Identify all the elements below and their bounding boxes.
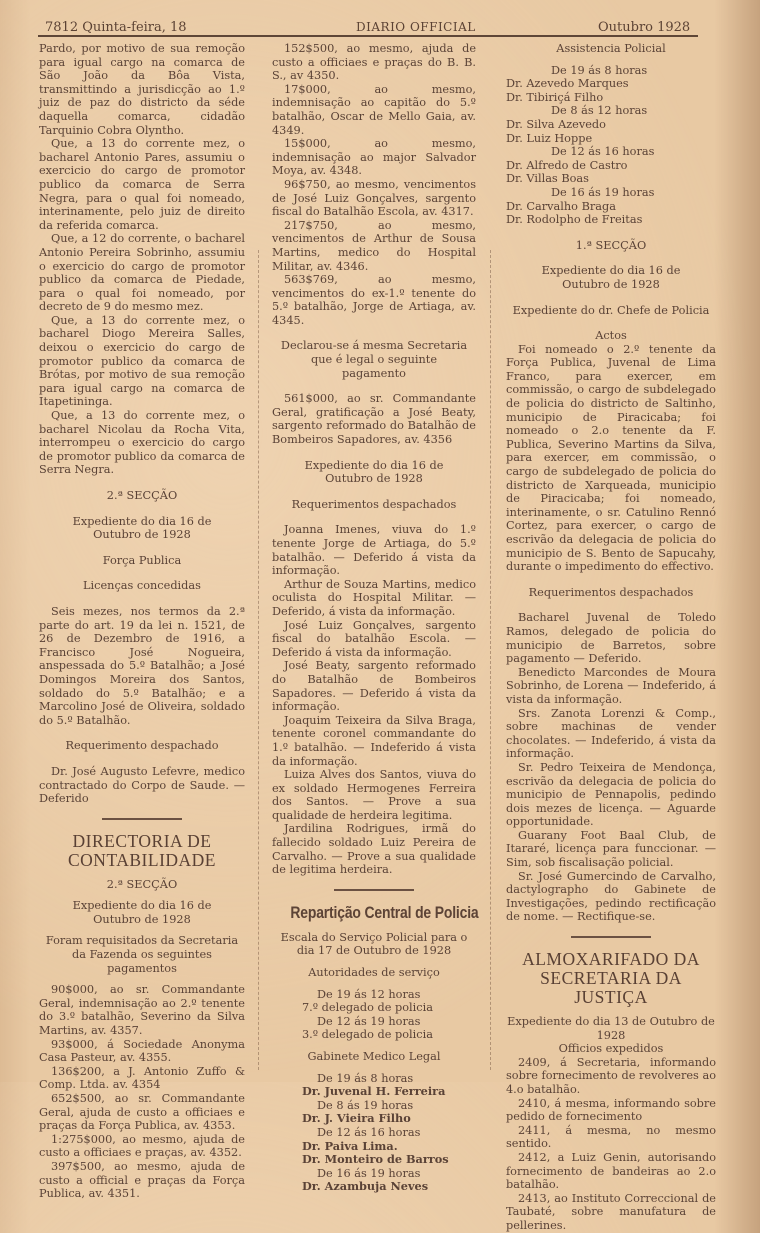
schedule-name: Dr. Silva Azevedo <box>506 117 606 131</box>
section-heading: 1.ª SECÇÃO <box>575 238 647 252</box>
request-item: Srs. Zanota Lorenzi & Comp., sobre machinas de vender chocolates. — Indeferido, á vista da informação. <box>506 706 716 761</box>
schedule-time: De 16 ás 19 horas <box>551 185 655 199</box>
schedule-name: Dr. Azambuja Neves <box>302 1179 429 1194</box>
request-item: Luiza Alves dos Santos, viuva do ex soldado Hermogenes Ferreira dos Santos. — Prove a sua qualidade de herdeira legitima. <box>272 768 476 822</box>
official-letter-item: 2413, ao Instituto Correccional de Taubaté, sobre manufatura de pellerines. <box>506 1191 716 1232</box>
payment-item: 136$200, a J. Antonio Zuffo & Comp. Ltda. av. 4354 <box>39 1064 245 1092</box>
payment-item: 652$500, ao sr. Commandante Geral, ajuda de custo a officiaes e praças da Força Publica, av. 4353. <box>39 1092 245 1133</box>
expediente-heading: Expediente do dia 16 de Outubro de 1928 <box>304 458 444 486</box>
payment-item: 1:275$000, ao mesmo, ajuda de custo a officiaes e praças, av. 4352. <box>39 1132 245 1160</box>
payment-item: 561$000, ao sr. Commandante Geral, gratificação a José Beaty, sargento reformado do Batalhão de Bombeiros Sapadores, av. 4356 <box>272 392 476 447</box>
schedule-name: Dr. Tibiriçá Filho <box>506 90 604 104</box>
department-title: Repartição Central de Policia <box>290 902 479 922</box>
department-title: ALMOXARIFADO DA SECRETARIA DA JUSTIÇA <box>522 949 700 1008</box>
expediente-heading: Expediente do dia 16 de Outubro de 1928 <box>72 899 212 926</box>
schedule-name: Dr. Monteiro de Barros <box>302 1152 449 1167</box>
official-letter-item: 2411, á mesma, no mesmo sentido. <box>506 1123 716 1151</box>
subsection-heading: Actos <box>595 329 627 343</box>
schedule-name: Dr. Carvalho Braga <box>506 199 616 213</box>
official-letter-item: 2410, á mesma, informando sobre pedido de fornecimento <box>506 1096 716 1124</box>
article-paragraph: Que, a 13 do corrente mez, o bacharel Diogo Mereira Salles, deixou o exercicio do cargo de promotor publico da comarca de Brótas, por motivo de sua remoção para igual cargo na comarca de Itapetininga. <box>39 313 245 409</box>
payment-item: 93$000, á Sociedade Anonyma Casa Pasteur, av. 4355. <box>39 1037 245 1065</box>
authorities-schedule <box>272 988 476 1042</box>
masthead <box>38 18 698 36</box>
request-item: Joanna Imenes, viuva do 1.º tenente Jorge de Artiaga, do 5.º batalhão. — Deferido á vista da informação. <box>272 523 476 578</box>
expediente-heading: Expediente do dia 16 de Outubro de 1928 <box>72 514 212 542</box>
section-heading: 2.ª SECÇÃO <box>106 489 178 502</box>
column-2 <box>272 42 479 1194</box>
expediente-heading: Expediente do dia 13 de Outubro de 1928 <box>507 1015 715 1042</box>
subsection-heading: Gabinete Medico Legal <box>307 1050 441 1063</box>
article-paragraph: Que, a 12 do corrente, o bacharel Antonio Pereira Sobrinho, assumiu o exercicio do cargo de promotor publico da comarca de Piedade, para o qual foi nomeado, por decreto de 9 do mesmo mez. <box>39 232 245 314</box>
request-item: Arthur de Souza Martins, medico oculista do Hospital Militar. — Deferido, á vista da informação. <box>272 577 476 618</box>
subsection-heading: Officios expedidos <box>558 1042 664 1056</box>
request-item: Guarany Foot Baal Club, de Itararé, licença para funccionar. — Sim, sob fiscalisação policial. <box>506 828 716 870</box>
schedule-time: De 8 ás 12 horas <box>551 104 648 118</box>
newspaper-title: DIARIO OFFICIAL <box>356 20 476 34</box>
request-item: Sr. Pedro Teixeira de Mendonça, escrivão da delegacia de policia do municipio de Pennapolis, pedindo dois mezes de licença. — Aguarde opportunidade. <box>506 760 716 829</box>
schedule-name: 3.º delegado de policia <box>302 1028 433 1042</box>
request-item: Bacharel Juvenal de Toledo Ramos, delegado de policia do municipio de Barretos, sobre pagamento — Deferido. <box>506 611 716 666</box>
article-paragraph: Que, a 13 do corrente mez, o bacharel Nicolau da Rocha Vita, interrompeu o exercicio do cargo de promotor publico da comarca de Serra Negra. <box>39 409 245 477</box>
subsection-heading: Licenças concedidas <box>83 579 201 593</box>
payment-item: 17$000, ao mesmo, indemnisação ao capitão do 5.º batalhão, Oscar de Mello Gaia, av. 4349. <box>272 82 476 137</box>
article-paragraph: Pardo, por motivo de sua remoção para igual cargo na comarca de São João da Bôa Vista, transmittindo a jurisdicção ao 1.º juiz de paz do districto da séde daquella comarca, cidadão Tarquinio Cobra Olyntho. <box>39 42 245 137</box>
column-separator <box>258 250 259 1070</box>
schedule-time: De 8 ás 19 horas <box>317 1098 414 1112</box>
schedule-time: De 12 ás 16 horas <box>551 145 655 159</box>
article-paragraph: Dr. José Augusto Lefevre, medico contractado do Corpo de Saude. — Deferido <box>39 764 245 806</box>
payment-item: 397$500, ao mesmo, ajuda de custo a official e praças da Força Publica, av. 4351. <box>39 1159 245 1201</box>
article-paragraph: Foi nomeado o 2.º tenente da Força Publica, Juvenal de Lima Franco, para exercer, em commissão, o cargo de subdelegado de policia do districto de Saltinho, municipio de Piracicaba; foi nomeado o 2.o tenente da F. Publica, Severino Martins da Silva, para exercer, em commissão, o cargo de subdelegado de policia do districto de Xarqueada, municipio de Piracicaba; foi nomeado, interinamente, o sr. Catulino Rennó Cortez, para exercer, o cargo de escrivão da delegacia de policia do municipio de S. Bento de Sapucahy, durante o impedimento do effectivo. <box>506 342 716 574</box>
schedule-time: De 19 ás 12 horas <box>317 987 421 1001</box>
column-1 <box>39 42 245 1201</box>
official-letter-item: 2409, á Secretaria, informando sobre fornecimento de revolveres ao 4.o batalhão. <box>506 1055 716 1096</box>
payment-item: 96$750, ao mesmo, vencimentos de José Luiz Gonçalves, sargento fiscal do Batalhão Escola, av. 4317. <box>272 177 476 219</box>
schedule-name: Dr. Azevedo Marques <box>506 77 629 91</box>
subsection-heading: Declarou-se á mesma Secretaria que é legal o seguinte pagamento <box>280 339 468 380</box>
payment-item: 217$750, ao mesmo, vencimentos de Arthur de Sousa Martins, medico do Hospital Militar, av. 4346. <box>272 218 476 273</box>
request-item: Jardilina Rodrigues, irmã do fallecido soldado Luiz Pereira de Carvalho. — Prove a sua qualidade de legitima herdeira. <box>272 822 476 877</box>
schedule-time: De 12 ás 19 horas <box>317 1014 421 1028</box>
schedule-heading: Escala do Serviço Policial para o dia 17 de Outubro de 1928 <box>280 930 468 958</box>
subsection-heading: Autoridades de serviço <box>308 966 440 980</box>
section-heading: 2.ª SECÇÃO <box>106 877 178 891</box>
schedule-time: De 16 ás 19 horas <box>317 1166 421 1180</box>
subsection-heading: Assistencia Policial <box>556 42 666 55</box>
subsection-heading: Expediente do dr. Chefe de Policia <box>512 303 710 317</box>
payment-item: 15$000, ao mesmo, indemnisação ao major Salvador Moya, av. 4348. <box>272 137 476 178</box>
schedule-time: De 19 ás 8 horas <box>317 1071 414 1085</box>
month-year: Outubro 1928 <box>598 20 691 35</box>
subsection-heading: Requerimentos despachados <box>528 585 694 599</box>
schedule-name: Dr. Rodolpho de Freitas <box>506 213 643 227</box>
payment-item: 90$000, ao sr. Commandante Geral, indemnisação ao 2.º tenente do 3.º batalhão, Severino da Silva Martins, av. 4357. <box>39 983 245 1038</box>
article-paragraph: Que, a 13 do corrente mez, o bacharel Antonio Pares, assumiu o exercicio do cargo de promotor publico da comarca de Serra Negra, para o qual foi nomeado, interinamente, pelo juiz de direito da referida comarca. <box>39 137 245 232</box>
subsection-heading: Requerimentos despachados <box>291 497 457 511</box>
masthead-rule <box>38 35 698 37</box>
schedule-name: Dr. Juvenal H. Ferreira <box>302 1084 446 1099</box>
schedule-time: De 12 ás 16 horas <box>317 1125 421 1139</box>
department-title: DIRECTORIA DE CONTABILIDADE <box>68 830 216 870</box>
request-item: José Luiz Gonçalves, sargento fiscal do batalhão Escola. — Deferido á vista da informação. <box>272 618 476 659</box>
schedule-name: Dr. J. Vieira Filho <box>302 1111 411 1126</box>
subsection-heading: Foram requisitados da Secretaria da Fazenda os seguintes pagamentos <box>45 934 239 975</box>
column-separator <box>490 250 491 1070</box>
request-item: Benedicto Marcondes de Moura Sobrinho, de Lorena — Indeferido, á vista da informação. <box>506 665 716 706</box>
schedule-name: 7.º delegado de policia <box>302 1001 433 1015</box>
article-paragraph: Seis mezes, nos termos da 2.ª parte do art. 19 da lei n. 1521, de 26 de Dezembro de 1916, a Francisco José Nogueira, anspessada do 5.º Batalhão; a José Domingos Moreira dos Santos, soldado do 5.º Batalhão; e a Marcolino José de Oliveira, soldado do 5.º Batalhão. <box>39 604 245 727</box>
schedule-name: Dr. Villas Boas <box>506 172 589 186</box>
schedule-time: De 19 ás 8 horas <box>551 63 648 77</box>
schedule-name: Dr. Luiz Hoppe <box>506 131 593 145</box>
assistance-schedule <box>506 64 716 227</box>
column-3 <box>506 42 716 1233</box>
official-letter-item: 2412, a Luiz Genin, autorisando fornecimento de bandeiras ao 2.o batalhão. <box>506 1150 716 1192</box>
schedule-name: Dr. Alfredo de Castro <box>506 158 628 172</box>
payment-item: 152$500, ao mesmo, ajuda de custo a officiaes e praças do B. B. S., av 4350. <box>272 42 476 83</box>
page-number-and-day: 7812 Quinta-feira, 18 <box>45 20 187 35</box>
subsection-heading: Força Publica <box>102 553 182 567</box>
request-item: José Beaty, sargento reformado do Batalhão de Bombeiros Sapadores. — Deferido á vista da informação. <box>272 659 476 714</box>
subsection-heading: Requerimento despachado <box>65 739 219 753</box>
expediente-heading: Expediente do dia 16 de Outubro de 1928 <box>541 264 681 291</box>
medical-schedule <box>272 1072 476 1194</box>
schedule-name: Dr. Paiva Lima. <box>302 1138 398 1153</box>
payment-item: 563$769, ao mesmo, vencimentos do ex-1.º tenente do 5.º batalhão, Jorge de Artiaga, av. 4345. <box>272 273 476 327</box>
request-item: Joaquim Teixeira da Silva Braga, tenente coronel commandante do 1.º batalhão. — Indeferido á vista da informação. <box>272 713 476 768</box>
request-item: Sr. José Gumercindo de Carvalho, dactylographo do Gabinete de Investigações, pedindo rectificação de nome. — Rectifique-se. <box>506 869 716 924</box>
